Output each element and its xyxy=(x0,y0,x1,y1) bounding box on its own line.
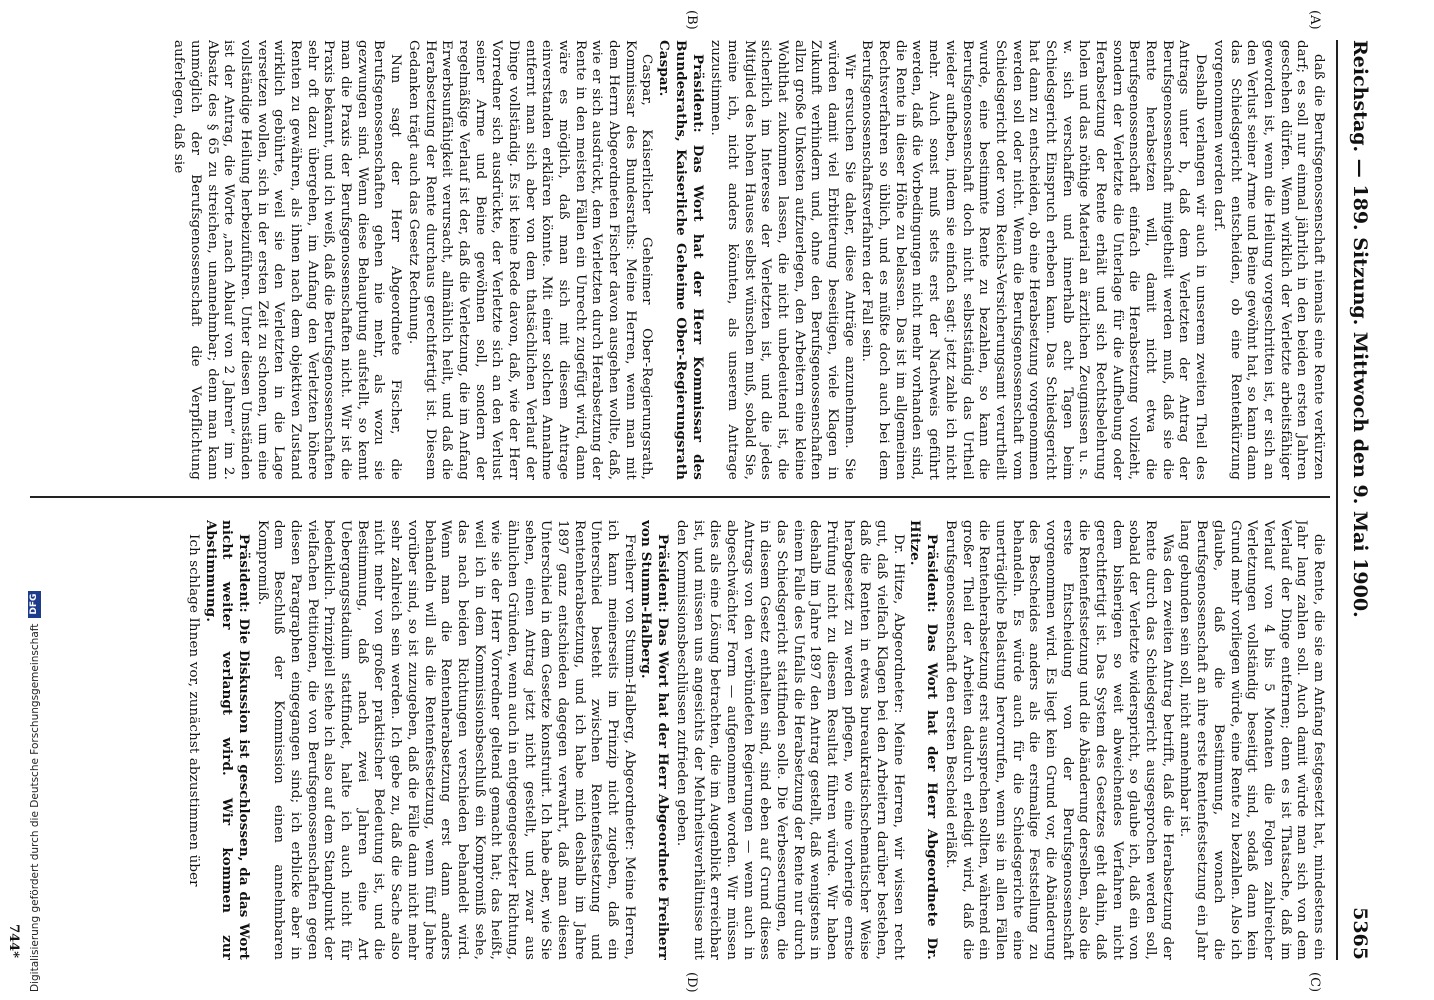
paragraph: Freiherr von Stumm-Halberg, Abgeordneter: Meine Herren, ich kann meinerseits im Prinzip nicht zugeben, daß ein Unterschied besteht zwischen Rentenfestsetzung und Rentenherabsetzung, und ich habe mich deshalb im Jahre 1897 ganz entschieden dagegen verwahrt, daß man diesen Unterschied in dem Gesetze konstruirt. Ich habe aber, wie Sie sehen, einen Antrag jetzt nicht gestellt, und zwar aus ähnlichen Gründen, wenn auch in entgegengesetzter Richtung, wie sie der Herr Vorredner geltend gemacht hat; das heißt, weil ich in dem Kommissionsbeschluß ein Kompromiß sehe, das nach beiden Richtungen verschieden behandelt wird. Wenn man die Rentenherabsetzung erst dann anders behandeln will als die Rentenfestsetzung, wenn fünf Jahre vorüber sind, so ist zuzugeben, daß die Fälle dann nicht mehr sehr zahlreich sein werden. Ich gebe zu, daß die Sache also nicht mehr von großer praktischer Bedeutung ist, und die Bestimmung, daß nach zwei Jahren eine Art Uebergangsstadium stattfindet, halte ich auch nicht für bedenklich. Prinzipiell stehe ich also auf dem Standpunkt der vielfachen Petitionen, die von Berufsgenossenschaften gegen diesen Paragraphen eingegangen sind; ich erblicke aber in dem Beschluß der Kommission einen annehmbaren Kompromiß. xyxy=(254,520,637,960)
paragraph: Wir ersuchen Sie daher, diese Anträge anzunehmen. Sie würden damit viel Erbitterung beseitigen, viele Klagen in Zukunft verhindern und, ohne den Berufsgenossenschaften allzu große Unkosten aufzuerlegen, den Arbeitern eine kleine Wohlthat zukommen lassen, die nicht unbedeutend ist, die sicherlich im Interesse der Verletzten ist, und die jedes Mitglied des hohen Hauses selbst wünschen muß, sobald Sie, meine ich, nicht anders könnten, als unserem Antrage zuzustimmen. xyxy=(708,40,857,480)
paragraph: Caspar, Kaiserlicher Geheimer Ober-Regierungsrath, Kommissar des Bundesraths: Meine Herren, wenn man mit dem Herrn Abgeordneten Fischer davon ausgehen wollte, daß, wie er sich ausdrückt, dem Verletzten durch Herabsetzung der Rente in den meisten Fällen ein Unrecht zugefügt wird, dann wäre es möglich, daß man sich mit diesem Antrage einverstanden erklären könnte. Mit einer solchen Annahme entfernt man sich aber von dem thatsächlichen Verlauf der Dinge vollständig. Es ist keine Rede davon, daß, wie der Herr Vorredner sich ausdrückte, der Verletzte sich an den Verlust seiner Arme und Beine gewöhnen soll, sondern der regelmäßige Verlauf ist der, daß die Verletzung, die im Anfang Erwerbsunfähigkeit verursacht, allmählich heilt, und daß die Herabsetzung der Rente durchaus gerechtfertigt ist. Diesem Gedanken trägt auch das Gesetz Rechnung. xyxy=(405,40,655,480)
paragraph: Nun sagt der Herr Abgeordnete Fischer, die Berufsgenossenschaften gehen nie mehr, als wozu sie gezwungen sind. Wenn diese Behauptung aufstellt, so kennt man die Praxis der Berufsgenossenschaften nicht. Wir ist die Praxis bekannt, und ich weiß, daß die Berufsgenossenschaften sehr oft dazu übergehen, im Anfang den Verletzten höhere Renten zu gewähren, als ihnen nach dem objektiven Zustand wirklich gebührte, weil sie den Verletzten in die Lage versetzen wollen, sich in der ersten Zeit zu schonen, um eine vollständige Heilung herbeizuführen. Unter diesen Umständen ist der Antrag, die Worte „nach Ablauf von 2 Jahren“ im 2. Absatz des § 65 zu streichen, unannehmbar; denn man kann unmöglich der Berufsgenossenschaft die Verpflichtung auferlegen, daß sie xyxy=(171,40,404,480)
column-divider xyxy=(30,496,1330,498)
margin-marker-b: (B) xyxy=(684,10,699,30)
paragraph: Ich schlage Ihnen vor, zunächst abzustimmen über xyxy=(185,534,201,887)
margin-marker-d: (D) xyxy=(684,972,699,993)
paragraph: daß die Berufsgenossenschaft niemals eine Rente verkürzen darf; es soll nur einmal jährlich in den beiden ersten Jahren geschehen dürfen. Wenn wirklich der Verletzte arbeitsfähiger geworden ist, wenn die Heilung vorgeschritten ist, er sich an den Verlust seiner Arme und Beine gewöhnt hat, so kann dann das Schiedsgericht entscheiden, ob eine Rentenkürzung vorgenommen werden darf. xyxy=(1210,40,1326,480)
header-title: Reichstag. — 189. Sitzung. Mittwoch den 9. Mai 1900. xyxy=(1349,40,1371,618)
paragraph: Dr. Hitze, Abgeordneter: Meine Herren, wir wissen recht gut, daß vielfach Klagen bei den Arbeitern darüber bestehen, daß die Renten in etwas bureaukratischschematischer Weise herabgesetzt zu werden pflegen, wo eine vorherige ernste Prüfung nicht zu diesem Resultat führen würde. Wir haben deshalb im Jahre 1897 den Antrag gestellt, daß wenigstens in einem Falle des Unfalls die Herabsetzung der Rente nur durch das Schiedsgericht stattfinden solle. Die Verbesserungen, die in diesem Gesetz enthalten sind, sind eben auf Grund dieses Antrags von den verbündeten Regierungen — wenn auch in abgeschwächter Form — aufgenommen worden. Wir müssen dies als eine Lösung betrachten, die im Augenblick erreichbar ist, und müssen uns angesichts der Mehrheitsverhältnisse mit den Kommissionsbeschlüssen zufrieden geben. xyxy=(673,520,906,960)
paragraph: die Rente, die sie am Anfang festgesetzt hat, mindestens ein Jahr lang zahlen soll. Auch damit würde man sich von dem Verlauf der Dinge entfernen; denn es ist Thatsache, daß im Verlauf von 4 bis 5 Monaten die Folgen zahlreicher Verletzungen vollständig beseitigt sind, sodaß dann kein Grund mehr vorliegen würde, eine Rente zu bezahlen. Also ich glaube, daß die Bestimmung, wonach die Berufsgenossenschaft an ihre erste Rentenfestsetzung ein Jahr lang gebunden sein soll, nicht annehmbar ist. xyxy=(1177,520,1326,960)
header-divider xyxy=(1336,40,1338,960)
right-column xyxy=(36,520,1326,960)
paragraph: Präsident: Das Wort hat der Herr Abgeordnete Freiherr von Stumm-Halberg. xyxy=(638,520,672,960)
dfg-logo-icon: DFG xyxy=(28,591,41,618)
page-number: 5365 xyxy=(1349,907,1371,960)
margin-marker-a: (A) xyxy=(1307,10,1322,30)
signature-mark: 744* xyxy=(6,924,21,958)
paragraph: Präsident: Das Wort hat der Herr Kommissar des Bundesraths, Kaiserliche Geheime Ober-Regierungsrath Caspar. xyxy=(656,40,706,480)
left-column xyxy=(36,40,1326,480)
paragraph: Präsident: Das Wort hat der Herr Abgeordnete Dr. Hitze. xyxy=(907,520,941,960)
paragraph: Was den zweiten Antrag betrifft, daß die Herabsetzung der Rente durch das Schiedsgericht ausgesprochen werden soll, sobald der Verletzte widerspricht, so glaube ich, daß ein von dem bisherigen so weit abweichendes Verfahren nicht gerechtfertigt ist. Das System des Gesetzes geht dahin, daß die Rentenfestsetzung und die Abänderung derselben, also die erste Entscheidung von der Berufsgenossenschaft vorgenommen wird. Es liegt kein Grund vor, die Abänderung des Bescheides anders als die erstmalige Feststellung zu behandeln. Es würde auch für die Schiedsgerichte eine unerträgliche Belastung hervorrufen, wenn sie in allen Fällen die Rentenherabsetzung erst aussprechen sollten, während ein großer Theil der Arbeiten dadurch erledigt wird, daß die Berufsgenossenschaft den ersten Bescheid erläßt. xyxy=(942,520,1175,960)
page-header xyxy=(1346,40,1374,960)
credit-text: Digitalisierung gefördert durch die Deutsche Forschungsgemeinschaft xyxy=(28,623,41,992)
paragraph: Präsident: Die Diskussion ist geschlossen, da das Wort nicht weiter verlangt wird. Wir kommen zur Abstimmung. xyxy=(202,520,252,960)
paragraph: Deshalb verlangen wir auch in unserem zweiten Theil des Antrags unter b, daß dem Verletzten der Antrag der Berufsgenossenschaft mitgetheilt werden muß, daß sie die Rente herabsetzen will, damit nicht etwa die Berufsgenossenschaft einfach die Herabsetzung vollzieht, sondern der Verletzte die Unterlage für die Aufhebung oder Herabsetzung der Rente erhält und sich Rechtsbelehrung holen und das nöthige Material an ärztlichen Zeugnissen u. s. w. sich verschaffen und innerhalb acht Tagen beim Schiedsgericht Einspruch erheben kann. Das Schiedsgericht hat dann zu entscheiden, ob eine Herabsetzung vorgenommen werden soll oder nicht. Wenn die Berufsgenossenschaft vom Schiedsgericht oder vom Reichs-Versicherungsamt verurtheilt wurde, eine bestimmte Rente zu bezahlen, so kann die Berufsgenossenschaft doch nicht selbstständig das Urtheil wieder aufheben, indem sie einfach sagt: jetzt zahle ich nicht mehr. Auch sonst muß stets erst der Nachweis geführt werden, daß die Vorbedingungen nicht mehr vorhanden sind, die Rente in dieser Höhe zu belassen. Das ist im allgemeinen Rechtsverfahren so üblich, und es müßte doch auch bei dem Berufsgenossenschaftsverfahren der Fall sein. xyxy=(859,40,1209,480)
margin-marker-c: (C) xyxy=(1307,972,1322,993)
